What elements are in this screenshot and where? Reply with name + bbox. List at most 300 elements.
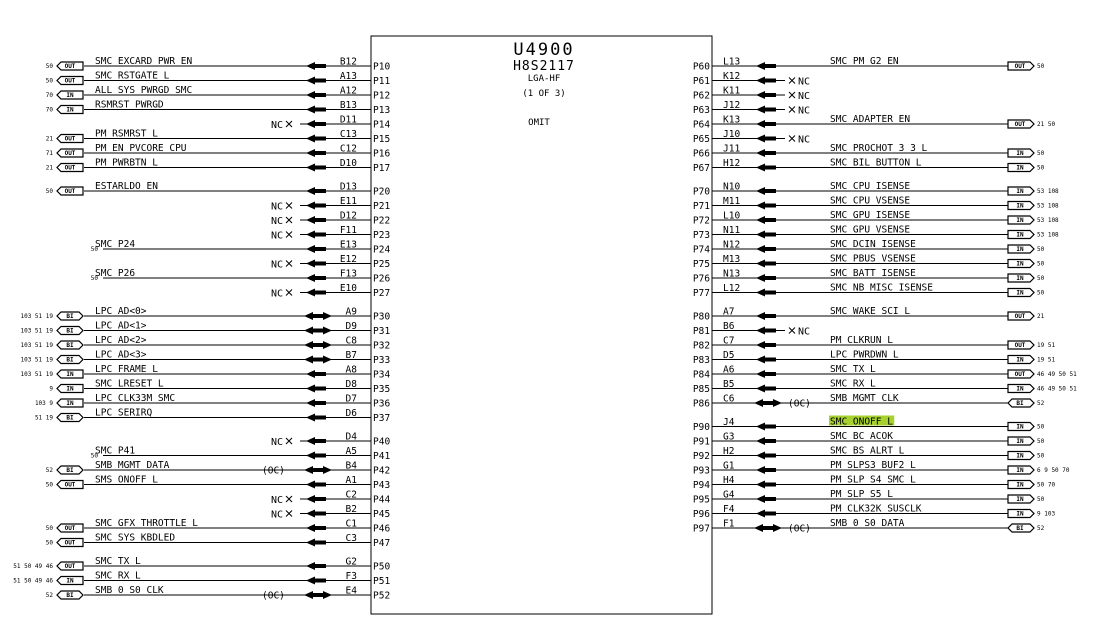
right-pin-p95-net: PM_SLP_S5_L [830, 489, 893, 500]
left-pin-p52-dir: BI [66, 592, 74, 600]
right-pin-p97-dir: BI [1016, 525, 1024, 533]
left-pin-p23-arrow-icon [306, 231, 315, 239]
right-pin-p97-oc: (OC) [788, 523, 811, 535]
right-pin-p64-refs: 21 50 [1037, 121, 1056, 128]
left-pin-p41-arrow-icon [306, 452, 315, 460]
left-pin-p21-nc-label: NC [270, 201, 283, 213]
left-pin-p34-dir: IN [66, 371, 74, 379]
left-pin-p46-arrow-icon [306, 524, 315, 532]
left-pin-p16-net: PM_EN_PVCORE_CPU [95, 143, 187, 154]
left-pin-p22-nc-icon [286, 217, 292, 223]
left-pin-p10-refs: 50 [45, 63, 53, 70]
left-pin-p47-net: SMC_SYS_KBDLED [95, 532, 176, 544]
left-pin-p47-ball: C3 [345, 533, 357, 544]
right-pin-p92-arrow-icon [756, 452, 765, 460]
left-pin-p17-ball: D10 [339, 158, 357, 169]
right-pin-p94-arrow-icon [756, 481, 765, 489]
left-pin-p37-refs: 51 19 [34, 414, 53, 422]
left-pin-p51-net: SMC_RX_L [95, 570, 141, 582]
left-pin-p46-net: SMC_GFX_THROTTLE_L [95, 518, 198, 529]
left-pin-p20-refs: 50 [45, 188, 53, 195]
left-pin-p43-refs: 50 [45, 481, 53, 489]
right-pin-p85-refs: 46 49 50 51 [1037, 385, 1077, 393]
left-pin-p15-dir: OUT [64, 135, 76, 143]
right-pin-p96-net: PM_CLK32K_SUSCLK [830, 503, 922, 515]
right-pin-p73-arrow-icon [756, 231, 765, 239]
right-pin-p83-ball: D5 [723, 350, 735, 361]
left-pin-p24-net: SMC_P24 [95, 239, 136, 250]
left-pin-p42-oc: (OC) [262, 465, 285, 477]
right-pin-p93-refs: 6 9 50 70 [1037, 467, 1070, 474]
right-pin-p94-dir: IN [1016, 481, 1024, 489]
right-pin-p74-ball: N12 [723, 239, 741, 251]
left-pin-p52-refs: 52 [45, 592, 53, 599]
left-pin-p33-l-arrow-icon [304, 356, 313, 364]
right-pin-p73-net: SMC_GPU_VSENSE [830, 224, 911, 236]
left-pin-p23-ball: F11 [339, 225, 357, 236]
right-pin-p83-net: LPC_PWRDWN_L [830, 349, 899, 361]
left-pin-p30-r-arrow-icon [323, 312, 332, 320]
right-pin-p65-nc-label: NC [798, 134, 811, 146]
right-pin-p63-nc-icon [789, 107, 795, 113]
right-pin-p97-ball: F1 [723, 518, 735, 530]
left-pin-p45-nc-label: NC [270, 509, 283, 521]
right-pin-p63-port: P63 [692, 105, 710, 116]
left-pin-p47-arrow-icon [306, 539, 315, 547]
left-pin-p44-nc-label: NC [270, 495, 283, 506]
left-pin-p35-refs: 9 [49, 385, 53, 393]
left-pin-p31-net: LPC_AD<1> [95, 320, 147, 332]
left-pin-p21-nc-icon [286, 203, 292, 209]
right-pin-p66-ball: J11 [723, 143, 741, 155]
right-pin-p77-net: SMC_NB_MISC_ISENSE [830, 282, 933, 294]
left-pin-p16-dir: OUT [64, 150, 76, 158]
left-pin-p43-arrow-icon [306, 481, 315, 489]
left-pin-p22-nc-label: NC [270, 216, 283, 227]
left-pin-p36-ball: D7 [345, 393, 357, 405]
right-pin-p72-net: SMC_GPU_ISENSE [830, 210, 911, 221]
right-pin-p84-port: P84 [692, 369, 710, 381]
right-pin-p84-net: SMC_TX_L [830, 364, 876, 375]
right-pin-p71-net: SMC_CPU_VSENSE [830, 195, 911, 207]
right-pin-p70-net: SMC_CPU_ISENSE [830, 181, 911, 192]
left-pin-p13-arrow-icon [306, 106, 315, 114]
left-pin-p36-net: LPC_CLK33M_SMC [95, 393, 176, 404]
right-pin-p72-dir: IN [1016, 217, 1024, 225]
left-pin-p52-ball: E4 [345, 585, 357, 597]
right-pin-p86-r-arrow-icon [773, 399, 782, 407]
right-pin-p86-l-arrow-icon [754, 399, 763, 407]
right-pin-p93-arrow-icon [756, 466, 765, 474]
right-pin-p75-dir: IN [1016, 260, 1024, 268]
right-pin-p77-port: P77 [692, 288, 710, 299]
left-pin-p41-port: P41 [373, 451, 391, 462]
left-pin-p11-port: P11 [373, 76, 391, 87]
right-pin-p67-port: P67 [692, 163, 710, 174]
right-pin-p61-arrow-icon [756, 77, 765, 85]
right-pin-p66-arrow-icon [756, 149, 765, 157]
left-pin-p15-port: P15 [373, 134, 391, 145]
left-pin-p32-r-arrow-icon [323, 341, 332, 349]
right-pin-p95-refs: 50 [1037, 496, 1045, 503]
left-pin-p24-ball: E13 [339, 239, 357, 251]
right-pin-p77-ball: L12 [723, 283, 741, 294]
left-pin-p13-ball: B13 [339, 100, 357, 111]
right-pin-p97-l-arrow-icon [754, 524, 763, 532]
left-pin-p31-port: P31 [373, 326, 391, 337]
left-pin-p11-ball: A13 [339, 71, 357, 82]
left-pin-p35-port: P35 [373, 384, 391, 395]
right-pin-p82-dir: OUT [1014, 342, 1026, 350]
right-pin-p64-port: P64 [692, 119, 710, 131]
right-pin-p74-net: SMC_DCIN_ISENSE [830, 239, 916, 250]
right-pin-p83-refs: 19 51 [1037, 356, 1056, 364]
left-pin-p17-refs: 21 [45, 164, 53, 172]
left-pin-p25-ball: E12 [339, 254, 357, 265]
right-pin-p72-ball: L10 [723, 210, 741, 222]
left-pin-p42-ball: B4 [345, 460, 357, 472]
left-pin-p51-refs: 51 50 49 46 [13, 577, 53, 585]
right-pin-p82-ball: C7 [723, 335, 735, 347]
left-pin-p20-arrow-icon [306, 187, 315, 195]
right-pin-p63-nc-label: NC [798, 105, 811, 117]
right-pin-p75-arrow-icon [756, 260, 765, 268]
right-pin-p84-arrow-icon [756, 370, 765, 378]
left-pin-p13-refs: 70 [45, 106, 53, 114]
right-pin-p71-refs: 53 108 [1037, 202, 1059, 210]
left-pin-p25-port: P25 [373, 259, 391, 270]
right-pin-p85-dir: IN [1016, 385, 1024, 393]
left-pin-p42-net: SMB_MGMT_DATA [95, 460, 170, 471]
right-pin-p74-refs: 50 [1037, 246, 1045, 253]
left-pin-p26-port: P26 [373, 273, 391, 285]
left-pin-p16-ball: C12 [339, 143, 357, 155]
chip-package: LGA-HF [527, 74, 561, 84]
left-pin-p21-port: P21 [373, 201, 391, 212]
right-pin-p62-nc-icon [789, 92, 795, 98]
right-pin-p97-r-arrow-icon [773, 524, 782, 532]
left-pin-p40-nc-icon [286, 438, 292, 444]
right-pin-p93-ball: G1 [723, 460, 735, 472]
chip-part: H8S2117 [513, 59, 575, 74]
right-pin-p70-arrow-icon [756, 187, 765, 195]
chip-unit: (1 OF 3) [522, 89, 566, 99]
right-pin-p61-nc-icon [789, 78, 795, 84]
left-pin-p52-oc: (OC) [262, 590, 285, 602]
right-pin-p85-ball: B5 [723, 379, 735, 390]
left-pin-p12-net: ALL_SYS_PWRGD_SMC [95, 85, 193, 96]
left-pin-p43-net: SMS_ONOFF_L [95, 474, 158, 486]
left-pin-p14-port: P14 [373, 119, 391, 131]
left-pin-p34-arrow-icon [306, 370, 315, 378]
right-pin-p85-arrow-icon [756, 385, 765, 393]
left-pin-p13-net: RSMRST_PWRGD [95, 99, 164, 111]
left-pin-p33-ball: B7 [345, 350, 357, 361]
left-pin-p36-dir: IN [66, 400, 74, 408]
left-pin-p24-refs: 50 [90, 246, 98, 253]
left-pin-p15-arrow-icon [306, 135, 315, 143]
left-pin-p11-refs: 50 [45, 77, 53, 85]
left-pin-p10-port: P10 [373, 61, 391, 73]
left-pin-p30-refs: 103 51 19 [20, 313, 53, 320]
left-pin-p26-net: SMC_P26 [95, 268, 136, 279]
right-pin-p80-ball: A7 [723, 306, 735, 318]
right-pin-p61-port: P61 [692, 76, 710, 87]
left-pin-p42-refs: 52 [45, 467, 53, 474]
right-pin-p86-ball: C6 [723, 393, 735, 405]
right-pin-p75-net: SMC_PBUS_VSENSE [830, 253, 916, 265]
right-pin-p84-dir: OUT [1014, 371, 1026, 379]
right-pin-p86-refs: 52 [1037, 400, 1045, 407]
right-pin-p67-refs: 50 [1037, 164, 1045, 172]
right-pin-p91-port: P91 [692, 436, 710, 448]
left-pin-p22-arrow-icon [306, 216, 315, 224]
right-pin-p96-arrow-icon [756, 510, 765, 518]
right-pin-p91-ball: G3 [723, 431, 735, 443]
left-pin-p17-arrow-icon [306, 164, 315, 172]
right-pin-p71-dir: IN [1016, 202, 1024, 210]
left-pin-p32-l-arrow-icon [304, 341, 313, 349]
right-pin-p73-port: P73 [692, 230, 710, 241]
right-pin-p60-ball: L13 [723, 56, 741, 68]
left-pin-p37-port: P37 [373, 413, 391, 424]
left-pin-p31-refs: 103 51 19 [20, 327, 53, 335]
left-pin-p43-dir: OUT [64, 481, 76, 489]
left-pin-p25-arrow-icon [306, 260, 315, 268]
right-pin-p92-net: SMC_BS_ALRT_L [830, 445, 905, 457]
left-pin-p15-ball: C13 [339, 129, 357, 140]
right-pin-p64-net: SMC_ADAPTER_EN [830, 114, 911, 125]
right-pin-p82-port: P82 [692, 340, 710, 352]
left-pin-p35-net: SMC_LRESET_L [95, 378, 164, 390]
right-pin-p85-net: SMC_RX_L [830, 378, 876, 390]
right-pin-p60-net: SMC_PM_G2_EN [830, 56, 899, 67]
left-pin-p12-refs: 70 [45, 92, 53, 99]
left-pin-p12-ball: A12 [339, 85, 357, 97]
right-pin-p84-ball: A6 [723, 364, 735, 376]
left-pin-p44-port: P44 [373, 494, 391, 506]
left-pin-p23-nc-label: NC [270, 230, 283, 242]
left-pin-p15-refs: 21 [45, 135, 53, 143]
right-pin-p81-arrow-icon [756, 327, 765, 335]
left-pin-p51-dir: IN [66, 577, 74, 585]
right-pin-p67-net: SMC_BIL_BUTTON_L [830, 157, 922, 169]
left-pin-p20-port: P20 [373, 186, 391, 198]
left-pin-p41-ball: A5 [345, 446, 357, 457]
left-pin-p32-port: P32 [373, 340, 391, 352]
left-pin-p42-port: P42 [373, 465, 391, 477]
left-pin-p14-ball: D11 [339, 114, 357, 126]
right-pin-p77-dir: IN [1016, 289, 1024, 297]
left-pin-p23-nc-icon [286, 232, 292, 238]
left-pin-p30-port: P30 [373, 311, 391, 323]
left-pin-p27-nc-icon [286, 290, 292, 296]
right-pin-p60-refs: 50 [1037, 63, 1045, 70]
right-pin-p92-dir: IN [1016, 452, 1024, 460]
right-pin-p77-refs: 50 [1037, 289, 1045, 297]
left-pin-p13-dir: IN [66, 106, 74, 114]
right-pin-p80-arrow-icon [756, 312, 765, 320]
right-pin-p74-arrow-icon [756, 245, 765, 253]
chip-option: OMIT [528, 118, 550, 128]
right-pin-p85-port: P85 [692, 384, 710, 395]
right-pin-p76-port: P76 [692, 273, 710, 285]
right-pin-p86-port: P86 [692, 398, 710, 410]
left-pin-p50-ball: G2 [345, 556, 357, 568]
left-pin-p52-net: SMB_0_S0_CLK [95, 585, 164, 596]
right-pin-p64-arrow-icon [756, 120, 765, 128]
left-pin-p32-net: LPC_AD<2> [95, 335, 147, 346]
right-pin-p90-refs: 50 [1037, 423, 1045, 431]
left-pin-p27-ball: E10 [339, 283, 357, 294]
left-pin-p42-l-arrow-icon [304, 466, 313, 474]
left-pin-p26-refs: 50 [90, 275, 98, 282]
right-pin-p62-port: P62 [692, 90, 710, 102]
left-pin-p22-ball: D12 [339, 210, 357, 222]
left-pin-p34-port: P34 [373, 369, 391, 381]
left-pin-p47-refs: 50 [45, 539, 53, 547]
left-pin-p45-nc-icon [286, 511, 292, 517]
right-pin-p82-arrow-icon [756, 341, 765, 349]
right-pin-p90-net: SMC_ONOFF_L [830, 416, 893, 428]
left-pin-p23-port: P23 [373, 230, 391, 241]
left-pin-p37-ball: D6 [345, 408, 357, 419]
right-pin-p76-arrow-icon [756, 274, 765, 282]
right-pin-p76-ball: N13 [723, 268, 741, 280]
left-pin-p43-ball: A1 [345, 475, 357, 486]
left-pin-p37-net: LPC_SERIRQ [95, 407, 153, 419]
left-pin-p40-arrow-icon [306, 437, 315, 445]
right-pin-p76-dir: IN [1016, 275, 1024, 283]
left-pin-p17-net: PM_PWRBTN_L [95, 157, 158, 169]
right-pin-p80-net: SMC_WAKE_SCI_L [830, 306, 911, 317]
right-pin-p93-port: P93 [692, 465, 710, 477]
left-pin-p33-refs: 103 51 19 [20, 356, 53, 364]
right-pin-p93-net: PM_SLPS3_BUF2_L [830, 460, 916, 471]
left-pin-p30-l-arrow-icon [304, 312, 313, 320]
right-pin-p65-ball: J10 [723, 129, 741, 140]
left-pin-p24-port: P24 [373, 244, 391, 256]
left-pin-p15-net: PM_RSMRST_L [95, 128, 158, 140]
left-pin-p10-arrow-icon [306, 62, 315, 70]
left-pin-p25-nc-label: NC [270, 259, 283, 271]
right-pin-p94-port: P94 [692, 480, 710, 491]
left-pin-p31-ball: D9 [345, 321, 357, 332]
right-pin-p66-dir: IN [1016, 150, 1024, 158]
right-pin-p66-refs: 50 [1037, 150, 1045, 157]
left-pin-p33-dir: BI [66, 356, 74, 364]
left-pin-p46-ball: C1 [345, 518, 357, 530]
right-pin-p83-dir: IN [1016, 356, 1024, 364]
right-pin-p97-net: SMB_0_S0_DATA [830, 518, 905, 529]
right-pin-p90-ball: J4 [723, 417, 735, 428]
right-pin-p74-dir: IN [1016, 246, 1024, 254]
right-pin-p73-dir: IN [1016, 231, 1024, 239]
right-pin-p64-dir: OUT [1014, 121, 1026, 129]
right-pin-p90-port: P90 [692, 422, 710, 433]
left-pin-p24-arrow-icon [306, 245, 315, 253]
right-pin-p70-refs: 53 108 [1037, 188, 1059, 195]
left-pin-p27-arrow-icon [306, 289, 315, 297]
right-pin-p75-refs: 50 [1037, 260, 1045, 268]
right-pin-p94-net: PM_SLP_S4_SMC_L [830, 474, 916, 486]
left-pin-p50-port: P50 [373, 561, 391, 573]
left-pin-p11-dir: OUT [64, 77, 76, 85]
left-pin-p32-dir: BI [66, 342, 74, 350]
right-pin-p71-port: P71 [692, 201, 710, 212]
left-pin-p37-dir: BI [66, 414, 74, 422]
right-pin-p67-ball: H12 [723, 158, 741, 169]
right-pin-p91-net: SMC_BC_ACOK [830, 431, 893, 442]
right-pin-p92-ball: H2 [723, 446, 735, 457]
right-pin-p60-arrow-icon [756, 62, 765, 70]
right-pin-p72-port: P72 [692, 215, 710, 227]
right-pin-p64-ball: K13 [723, 114, 741, 126]
right-pin-p82-refs: 19 51 [1037, 342, 1056, 349]
right-pin-p70-ball: N10 [723, 181, 741, 193]
left-pin-p12-arrow-icon [306, 91, 315, 99]
left-pin-p36-port: P36 [373, 398, 391, 410]
right-pin-p94-ball: H4 [723, 475, 735, 486]
left-pin-p11-arrow-icon [306, 77, 315, 85]
left-pin-p33-r-arrow-icon [323, 356, 332, 364]
right-pin-p97-refs: 52 [1037, 525, 1045, 532]
left-pin-p50-arrow-icon [306, 562, 315, 570]
left-pin-p17-dir: OUT [64, 164, 76, 172]
left-pin-p25-nc-icon [286, 261, 292, 267]
left-pin-p16-arrow-icon [306, 149, 315, 157]
right-pin-p83-port: P83 [692, 355, 710, 366]
left-pin-p12-port: P12 [373, 90, 391, 102]
right-pin-p91-refs: 50 [1037, 438, 1045, 445]
left-pin-p52-l-arrow-icon [304, 591, 313, 599]
left-pin-p36-refs: 103 9 [34, 400, 53, 407]
right-pin-p65-arrow-icon [756, 135, 765, 143]
right-pin-p91-arrow-icon [756, 437, 765, 445]
right-pin-p71-arrow-icon [756, 202, 765, 210]
right-pin-p63-ball: J12 [723, 100, 741, 111]
left-pin-p12-dir: IN [66, 92, 74, 100]
right-pin-p86-dir: BI [1016, 400, 1024, 408]
right-pin-p86-oc: (OC) [788, 398, 811, 410]
right-pin-p62-nc-label: NC [798, 91, 811, 102]
left-pin-p20-net: ESTARLDO_EN [95, 181, 158, 192]
left-pin-p33-port: P33 [373, 355, 391, 366]
right-pin-p72-refs: 53 108 [1037, 217, 1059, 224]
right-pin-p80-port: P80 [692, 311, 710, 323]
left-pin-p30-ball: A9 [345, 306, 357, 318]
left-pin-p16-refs: 71 [45, 150, 53, 157]
left-pin-p41-net: SMC_P41 [95, 445, 136, 457]
right-pin-p97-port: P97 [692, 523, 710, 535]
left-pin-p31-r-arrow-icon [323, 327, 332, 335]
right-pin-p91-dir: IN [1016, 438, 1024, 446]
right-pin-p81-nc-icon [789, 328, 795, 334]
left-pin-p42-dir: BI [66, 467, 74, 475]
left-pin-p51-port: P51 [373, 576, 391, 587]
left-pin-p14-arrow-icon [306, 120, 315, 128]
left-pin-p51-arrow-icon [306, 577, 315, 585]
right-pin-p60-port: P60 [692, 61, 710, 73]
left-pin-p30-net: LPC_AD<0> [95, 306, 147, 317]
left-pin-p44-arrow-icon [306, 495, 315, 503]
left-pin-p22-port: P22 [373, 215, 391, 227]
right-pin-p67-arrow-icon [756, 164, 765, 172]
left-pin-p17-port: P17 [373, 163, 391, 174]
left-pin-p21-ball: E11 [339, 196, 357, 207]
right-pin-p90-arrow-icon [756, 423, 765, 431]
right-pin-p71-ball: M11 [723, 196, 741, 207]
